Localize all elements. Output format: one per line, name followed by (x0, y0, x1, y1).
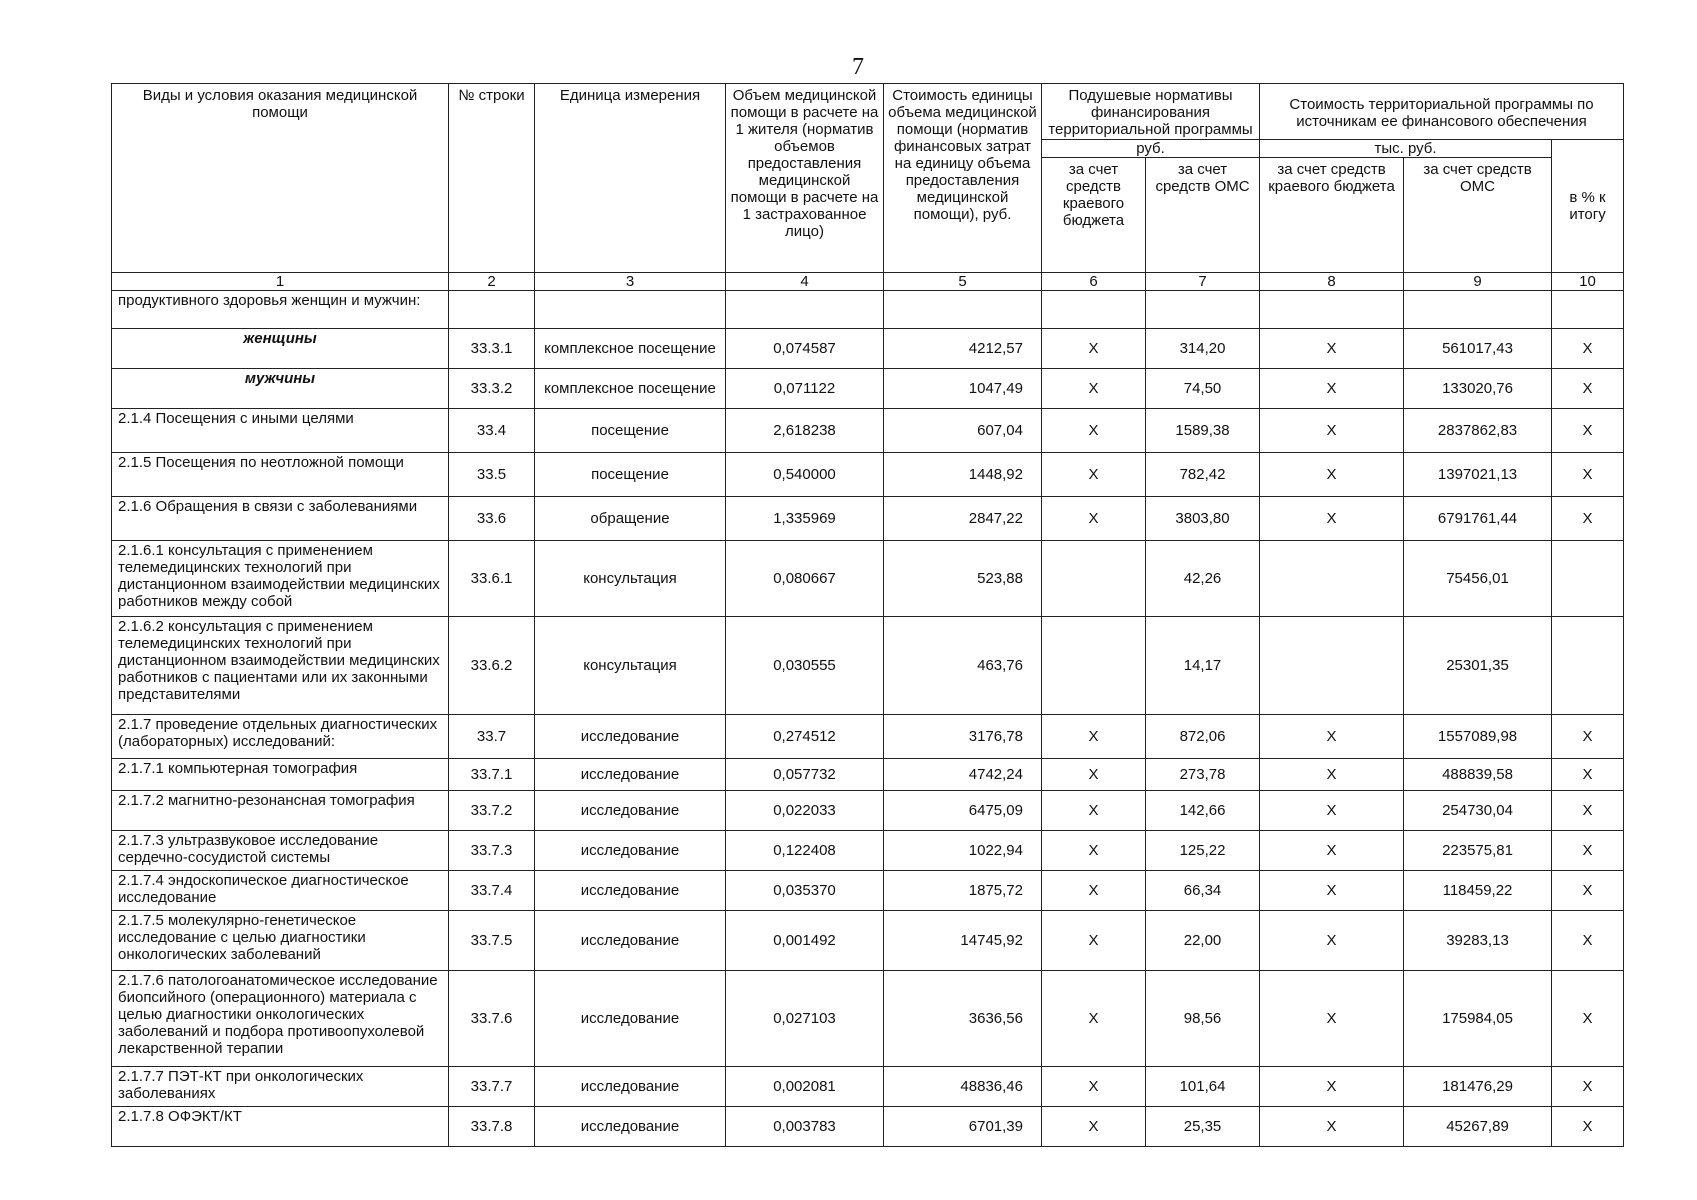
table-row (112, 453, 1624, 497)
row-name: продуктивного здоровья женщин и мужчин: (112, 291, 449, 329)
row-budget-rub (1042, 291, 1146, 329)
row-unit: исследование (535, 971, 726, 1067)
row-oms-rub: 66,34 (1146, 871, 1260, 911)
row-budget-thous: X (1260, 831, 1404, 871)
row-oms-rub: 142,66 (1146, 791, 1260, 831)
row-cost (884, 291, 1042, 329)
row-budget-rub: X (1042, 791, 1146, 831)
header-per-capita: Подушевые нормативы финансирования территориальной программы (1042, 84, 1260, 140)
row-oms-rub: 98,56 (1146, 971, 1260, 1067)
row-budget-thous: X (1260, 369, 1404, 409)
row-number (449, 291, 535, 329)
row-oms-thous: 1397021,13 (1404, 453, 1552, 497)
row-oms-rub: 74,50 (1146, 369, 1260, 409)
table-row (112, 831, 1624, 871)
row-budget-rub: X (1042, 409, 1146, 453)
row-volume: 0,003783 (726, 1107, 884, 1147)
table-row (112, 1107, 1624, 1147)
row-name: 2.1.6.1 консультация с применением телемедицинских технологий при дистанционном взаимодействии медицинских работников между собой (112, 541, 449, 617)
row-cost: 607,04 (884, 409, 1042, 453)
header-row-no: № строки (449, 84, 535, 273)
row-oms-rub: 22,00 (1146, 911, 1260, 971)
row-name: 2.1.7.3 ультразвуковое исследование сердечно-сосудистой системы (112, 831, 449, 871)
row-oms-thous: 223575,81 (1404, 831, 1552, 871)
row-budget-thous: X (1260, 759, 1404, 791)
row-name: 2.1.7.4 эндоскопическое диагностическое исследование (112, 871, 449, 911)
row-cost: 1022,94 (884, 831, 1042, 871)
row-name: 2.1.4 Посещения с иными целями (112, 409, 449, 453)
row-oms-rub: 314,20 (1146, 329, 1260, 369)
row-budget-thous: X (1260, 1067, 1404, 1107)
row-budget-thous: X (1260, 971, 1404, 1067)
row-name: мужчины (112, 369, 449, 409)
row-number: 33.3.1 (449, 329, 535, 369)
row-percent (1552, 617, 1624, 715)
row-percent: X (1552, 1067, 1624, 1107)
program-table (111, 83, 1624, 1147)
page-number: 7 (852, 54, 864, 80)
row-volume: 0,074587 (726, 329, 884, 369)
row-volume: 0,122408 (726, 831, 884, 871)
row-budget-thous: X (1260, 409, 1404, 453)
row-oms-thous: 133020,76 (1404, 369, 1552, 409)
row-number: 33.5 (449, 453, 535, 497)
row-budget-thous: X (1260, 329, 1404, 369)
row-unit: комплексное посещение (535, 369, 726, 409)
col-num: 1 (112, 273, 449, 291)
row-unit: консультация (535, 541, 726, 617)
row-volume: 0,540000 (726, 453, 884, 497)
row-number: 33.3.2 (449, 369, 535, 409)
row-budget-rub: X (1042, 453, 1146, 497)
row-cost: 3176,78 (884, 715, 1042, 759)
row-percent: X (1552, 871, 1624, 911)
row-budget-thous: X (1260, 871, 1404, 911)
row-volume: 2,618238 (726, 409, 884, 453)
row-unit: исследование (535, 1067, 726, 1107)
row-cost: 1448,92 (884, 453, 1042, 497)
row-oms-thous: 488839,58 (1404, 759, 1552, 791)
row-cost: 14745,92 (884, 911, 1042, 971)
table-row (112, 369, 1624, 409)
row-volume: 0,022033 (726, 791, 884, 831)
row-oms-thous: 2837862,83 (1404, 409, 1552, 453)
header-program-cost: Стоимость территориальной программы по источникам ее финансового обеспечения (1260, 84, 1624, 140)
col-num: 8 (1260, 273, 1404, 291)
row-oms-thous: 561017,43 (1404, 329, 1552, 369)
row-budget-rub: X (1042, 715, 1146, 759)
col-num: 9 (1404, 273, 1552, 291)
row-volume: 0,274512 (726, 715, 884, 759)
table-row (112, 409, 1624, 453)
row-volume: 1,335969 (726, 497, 884, 541)
table-row (112, 871, 1624, 911)
col-num: 3 (535, 273, 726, 291)
row-budget-rub: X (1042, 831, 1146, 871)
row-unit: исследование (535, 871, 726, 911)
row-number: 33.7.3 (449, 831, 535, 871)
row-percent: X (1552, 971, 1624, 1067)
row-number: 33.7.2 (449, 791, 535, 831)
row-oms-thous: 75456,01 (1404, 541, 1552, 617)
row-oms-rub: 101,64 (1146, 1067, 1260, 1107)
row-volume: 0,071122 (726, 369, 884, 409)
row-unit: комплексное посещение (535, 329, 726, 369)
row-oms-rub: 1589,38 (1146, 409, 1260, 453)
row-budget-thous: X (1260, 911, 1404, 971)
table-row (112, 715, 1624, 759)
row-budget-rub: X (1042, 911, 1146, 971)
row-volume: 0,002081 (726, 1067, 884, 1107)
row-budget-thous: X (1260, 1107, 1404, 1147)
row-percent: X (1552, 409, 1624, 453)
row-percent: X (1552, 1107, 1624, 1147)
row-oms-rub: 125,22 (1146, 831, 1260, 871)
row-oms-rub: 42,26 (1146, 541, 1260, 617)
row-unit: обращение (535, 497, 726, 541)
row-percent: X (1552, 369, 1624, 409)
header-oms: за счет средств ОМС (1146, 158, 1260, 273)
header-volume: Объем медицинской помощи в расчете на 1 жителя (норматив объемов предоставления медицинской помощи в расчете на 1 застрахованное лицо) (726, 84, 884, 273)
table-row (112, 329, 1624, 369)
table-row (112, 291, 1624, 329)
row-unit: исследование (535, 715, 726, 759)
row-budget-rub: X (1042, 497, 1146, 541)
col-num: 2 (449, 273, 535, 291)
row-oms-rub: 14,17 (1146, 617, 1260, 715)
table-row (112, 541, 1624, 617)
row-oms-thous: 25301,35 (1404, 617, 1552, 715)
row-budget-rub: X (1042, 329, 1146, 369)
row-oms-thous: 1557089,98 (1404, 715, 1552, 759)
row-number: 33.4 (449, 409, 535, 453)
row-name: 2.1.7.8 ОФЭКТ/КТ (112, 1107, 449, 1147)
row-number: 33.7.5 (449, 911, 535, 971)
row-budget-rub: X (1042, 871, 1146, 911)
row-oms-rub: 25,35 (1146, 1107, 1260, 1147)
row-number: 33.7 (449, 715, 535, 759)
row-cost: 1875,72 (884, 871, 1042, 911)
row-oms-thous: 254730,04 (1404, 791, 1552, 831)
table-row (112, 911, 1624, 971)
row-unit: посещение (535, 409, 726, 453)
table-row (112, 497, 1624, 541)
table-row (112, 617, 1624, 715)
row-name: 2.1.7.1 компьютерная томография (112, 759, 449, 791)
row-oms-rub: 872,06 (1146, 715, 1260, 759)
row-cost: 6475,09 (884, 791, 1042, 831)
row-cost: 48836,46 (884, 1067, 1042, 1107)
row-unit: исследование (535, 911, 726, 971)
col-num: 4 (726, 273, 884, 291)
column-numbers (112, 273, 1624, 291)
row-oms-rub: 3803,80 (1146, 497, 1260, 541)
row-percent: X (1552, 911, 1624, 971)
header-kind: Виды и условия оказания медицинской помощи (112, 84, 449, 273)
row-budget-rub (1042, 541, 1146, 617)
header-percent: в % к итогу (1552, 140, 1624, 273)
row-cost: 4742,24 (884, 759, 1042, 791)
row-budget-thous (1260, 541, 1404, 617)
row-budget-thous (1260, 617, 1404, 715)
header-unit: Единица измерения (535, 84, 726, 273)
row-name: 2.1.7.7 ПЭТ-КТ при онкологических заболеваниях (112, 1067, 449, 1107)
row-name: 2.1.6 Обращения в связи с заболеваниями (112, 497, 449, 541)
row-unit: исследование (535, 791, 726, 831)
header-cost: Стоимость единицы объема медицинской помощи (норматив финансовых затрат на единицу объема предоставления медицинской помощи), руб. (884, 84, 1042, 273)
row-name: женщины (112, 329, 449, 369)
row-number: 33.6 (449, 497, 535, 541)
row-cost: 4212,57 (884, 329, 1042, 369)
row-budget-thous: X (1260, 791, 1404, 831)
row-cost: 2847,22 (884, 497, 1042, 541)
row-budget-rub: X (1042, 759, 1146, 791)
row-oms-thous: 45267,89 (1404, 1107, 1552, 1147)
row-budget-thous (1260, 291, 1404, 329)
row-volume: 0,080667 (726, 541, 884, 617)
row-budget-rub (1042, 617, 1146, 715)
row-cost: 3636,56 (884, 971, 1042, 1067)
row-oms-thous: 39283,13 (1404, 911, 1552, 971)
row-volume: 0,057732 (726, 759, 884, 791)
row-oms-thous: 181476,29 (1404, 1067, 1552, 1107)
row-oms-thous: 118459,22 (1404, 871, 1552, 911)
row-name: 2.1.7 проведение отдельных диагностических (лабораторных) исследований: (112, 715, 449, 759)
row-cost: 1047,49 (884, 369, 1042, 409)
row-budget-thous: X (1260, 453, 1404, 497)
row-unit: посещение (535, 453, 726, 497)
row-name: 2.1.6.2 консультация с применением телемедицинских технологий при дистанционном взаимодействии медицинских работников с пациентами или их законными представителями (112, 617, 449, 715)
header-budget: за счет средств краевого бюджета (1042, 158, 1146, 273)
col-num: 7 (1146, 273, 1260, 291)
row-name: 2.1.7.2 магнитно-резонансная томография (112, 791, 449, 831)
row-budget-thous: X (1260, 715, 1404, 759)
row-budget-thous: X (1260, 497, 1404, 541)
row-name: 2.1.5 Посещения по неотложной помощи (112, 453, 449, 497)
row-number: 33.7.4 (449, 871, 535, 911)
row-unit (535, 291, 726, 329)
row-budget-rub: X (1042, 1107, 1146, 1147)
row-volume (726, 291, 884, 329)
col-num: 10 (1552, 273, 1624, 291)
table-row (112, 791, 1624, 831)
row-oms-thous: 175984,05 (1404, 971, 1552, 1067)
row-unit: исследование (535, 1107, 726, 1147)
header-thous-rub: тыс. руб. (1260, 140, 1552, 158)
row-number: 33.7.8 (449, 1107, 535, 1147)
row-cost: 523,88 (884, 541, 1042, 617)
row-percent: X (1552, 329, 1624, 369)
table-row (112, 1067, 1624, 1107)
row-percent: X (1552, 831, 1624, 871)
row-cost: 6701,39 (884, 1107, 1042, 1147)
row-oms-rub: 782,42 (1146, 453, 1260, 497)
header-rub: руб. (1042, 140, 1260, 158)
row-name: 2.1.7.5 молекулярно-генетическое исследование с целью диагностики онкологических заболеваний (112, 911, 449, 971)
row-number: 33.6.2 (449, 617, 535, 715)
row-budget-rub: X (1042, 971, 1146, 1067)
row-unit: исследование (535, 831, 726, 871)
col-num: 5 (884, 273, 1042, 291)
row-percent (1552, 291, 1624, 329)
row-budget-rub: X (1042, 369, 1146, 409)
row-percent: X (1552, 715, 1624, 759)
row-percent: X (1552, 497, 1624, 541)
row-volume: 0,001492 (726, 911, 884, 971)
row-percent: X (1552, 791, 1624, 831)
row-cost: 463,76 (884, 617, 1042, 715)
row-unit: консультация (535, 617, 726, 715)
row-oms-thous (1404, 291, 1552, 329)
row-budget-rub: X (1042, 1067, 1146, 1107)
row-number: 33.7.1 (449, 759, 535, 791)
row-volume: 0,027103 (726, 971, 884, 1067)
table-row (112, 971, 1624, 1067)
row-number: 33.6.1 (449, 541, 535, 617)
header-budget2: за счет средств краевого бюджета (1260, 158, 1404, 273)
row-oms-rub (1146, 291, 1260, 329)
row-volume: 0,035370 (726, 871, 884, 911)
table-row (112, 759, 1624, 791)
row-percent (1552, 541, 1624, 617)
row-oms-rub: 273,78 (1146, 759, 1260, 791)
row-volume: 0,030555 (726, 617, 884, 715)
row-unit: исследование (535, 759, 726, 791)
row-oms-thous: 6791761,44 (1404, 497, 1552, 541)
row-percent: X (1552, 759, 1624, 791)
col-num: 6 (1042, 273, 1146, 291)
row-number: 33.7.7 (449, 1067, 535, 1107)
row-percent: X (1552, 453, 1624, 497)
header-oms2: за счет средств ОМС (1404, 158, 1552, 273)
row-number: 33.7.6 (449, 971, 535, 1067)
row-name: 2.1.7.6 патологоанатомическое исследование биопсийного (операционного) материала с целью диагностики онкологических заболеваний и подбора противоопухолевой лекарственной терапии (112, 971, 449, 1067)
